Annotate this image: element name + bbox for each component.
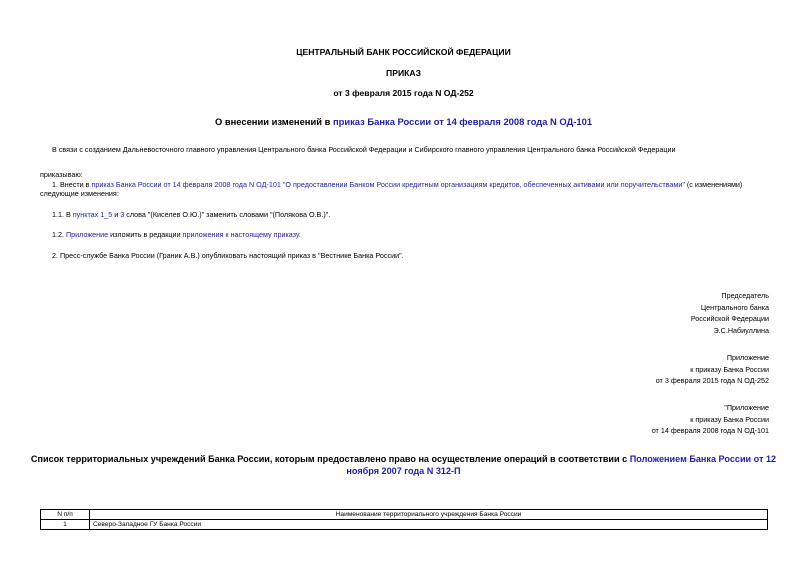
p11-link-points[interactable]: пунктах 1_5 — [72, 210, 113, 219]
paragraph-2: 2. Пресс-службе Банка России (Граник А.В.) опубликовать настоящий приказ в "Вестнике Банка России". — [52, 251, 404, 260]
signature-line-3: Российской Федерации — [690, 314, 769, 324]
bank-name: ЦЕНТРАЛЬНЫЙ БАНК РОССИЙСКОЙ ФЕДЕРАЦИИ — [296, 47, 511, 57]
appendix1-line-2: к приказу Банка России — [690, 364, 769, 374]
table-header-number: N п/п — [41, 510, 90, 520]
p11-prefix: 1.1. В — [52, 210, 73, 219]
list-title-prefix: Список территориальных учреждений Банка России, которым предоставлено право на осуществление операций в соответствии с — [30, 454, 630, 464]
document-date-number: от 3 февраля 2015 года N ОД-252 — [333, 88, 474, 98]
p1-suffix: (с изменениями) — [684, 180, 743, 189]
p12-prefix: 1.2. — [52, 230, 66, 239]
subject-link[interactable]: приказ Банка России от 14 февраля 2008 года N ОД-101 — [332, 116, 593, 127]
paragraph-1-line2: следующие изменения: — [40, 189, 119, 198]
table-row — [41, 520, 768, 530]
signature-line-4: Э.С.Набиуллина — [713, 325, 769, 335]
paragraph-1-2 — [52, 230, 301, 239]
list-title-link[interactable]: Положением Банка России от 12 ноября 2007 года N 312-П — [346, 454, 777, 476]
list-title — [30, 454, 777, 477]
p1-title-link[interactable]: "О предоставлении Банком России кредитным организациям кредитов, обеспеченных активами или поручительствами" — [282, 180, 685, 189]
p12-appendix-link[interactable]: Приложение — [66, 230, 109, 239]
p11-link-3[interactable]: 3 — [120, 210, 125, 219]
p12-appendix-order-link[interactable]: приложения к настоящему приказу — [182, 230, 299, 239]
table-cell-number: 1 — [41, 520, 90, 530]
paragraph-1-1 — [52, 210, 330, 219]
appendix1-line-1: Приложение — [726, 353, 769, 362]
p11-and: и — [112, 210, 121, 219]
order-word: приказываю: — [40, 170, 83, 179]
table-header-row — [41, 510, 768, 520]
paragraph-1 — [40, 180, 769, 189]
appendix-note-1 — [656, 352, 769, 387]
appendix2-line-3: от 14 февраля 2008 года N ОД-101 — [651, 426, 769, 436]
appendix1-line-3: от 3 февраля 2015 года N ОД-252 — [655, 376, 769, 386]
document-subject — [0, 116, 807, 127]
table-header-name: Наименование территориального учреждения Банка России — [90, 510, 768, 520]
signature-line-2: Центрального банка — [700, 302, 769, 312]
subject-prefix: О внесении изменений в — [214, 116, 333, 127]
signature-line-1: Председатель — [721, 291, 769, 300]
appendix2-line-1: "Приложение — [724, 403, 769, 412]
preamble: В связи с созданием Дальневосточного главного управления Центрального банка Российской Федерации и Сибирского главного управления Центрального банка Российской Федерации — [52, 145, 676, 154]
appendix-note-2 — [652, 402, 769, 437]
institutions-table — [40, 509, 768, 530]
appendix2-line-2: к приказу Банка России — [690, 414, 769, 424]
p1-order-link[interactable]: приказ Банка России от 14 февраля 2008 года N ОД-101 — [91, 180, 281, 189]
document-type: ПРИКАЗ — [386, 68, 421, 78]
p12-suffix: . — [298, 230, 301, 239]
table-cell-name: Северо-Западное ГУ Банка России — [90, 520, 768, 530]
p12-mid: изложить в редакции — [108, 230, 183, 239]
p11-suffix: слова "(Киселев О.Ю.)" заменить словами "(Полякова О.В.)". — [124, 210, 331, 219]
signature-block — [691, 290, 769, 336]
p1-prefix: 1. Внести в — [52, 180, 92, 189]
